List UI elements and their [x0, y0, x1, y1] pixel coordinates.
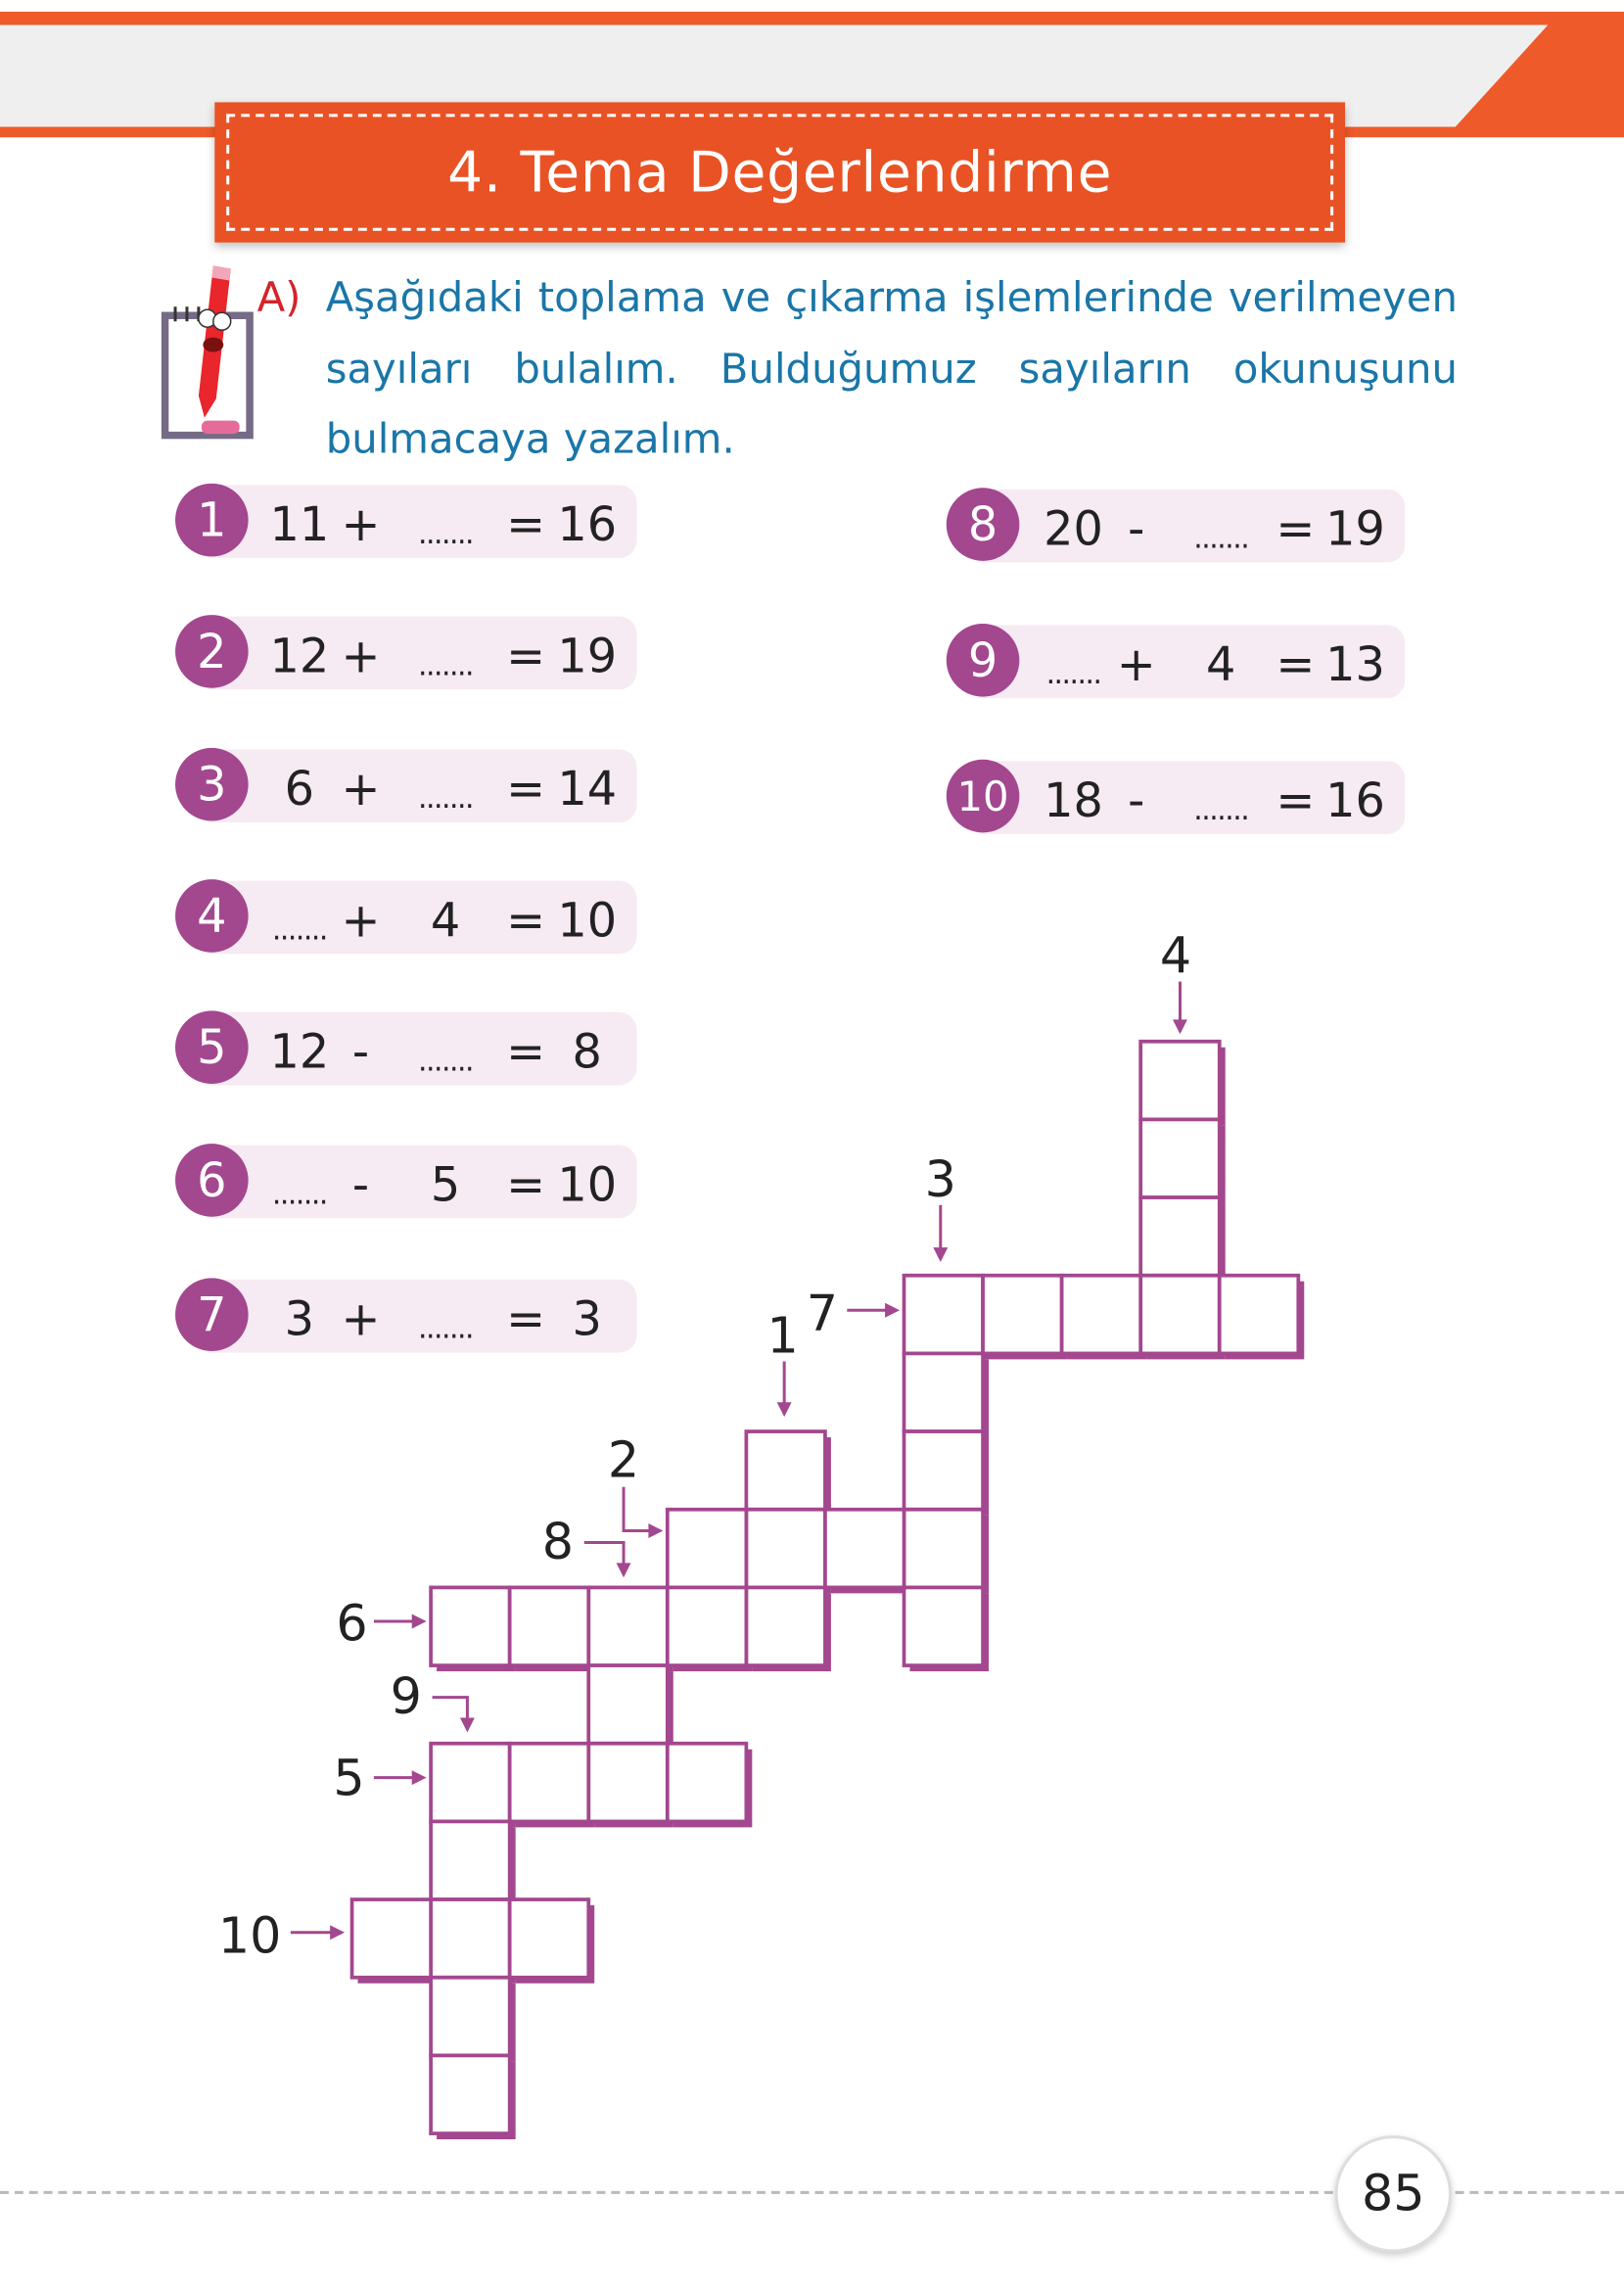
- equation-term: 4: [430, 892, 461, 949]
- equation-number-badge: 6: [175, 1144, 249, 1217]
- crossword-cell[interactable]: [1140, 1197, 1220, 1276]
- crossword-cell[interactable]: [904, 1587, 983, 1665]
- crossword-cell[interactable]: [1220, 1276, 1299, 1354]
- arrowhead-icon: [885, 1303, 900, 1318]
- crossword-cell[interactable]: [510, 1587, 589, 1665]
- crossword-cell[interactable]: [431, 1587, 510, 1665]
- clue-number-label: 3: [924, 1150, 956, 1210]
- crossword-cell[interactable]: [825, 1510, 905, 1588]
- equation-term: +: [341, 761, 381, 817]
- crossword-cell[interactable]: [668, 1510, 747, 1588]
- equation-term: +: [341, 892, 381, 949]
- crossword-cell[interactable]: [431, 1821, 510, 1899]
- equation-term: =: [506, 1156, 546, 1213]
- equation-term: 16: [557, 496, 618, 552]
- equation-term: =: [1276, 500, 1316, 557]
- equation-term: =: [506, 496, 546, 552]
- clue-number-label: 10: [217, 1907, 282, 1967]
- equation-term: 8: [572, 1023, 602, 1080]
- arrowhead-icon: [617, 1563, 631, 1577]
- arrowhead-icon: [933, 1247, 948, 1262]
- crossword-cell[interactable]: [588, 1587, 668, 1665]
- clue-number-label: 1: [766, 1307, 799, 1366]
- answer-blank[interactable]: .......: [418, 779, 474, 816]
- arrowhead-icon: [777, 1402, 792, 1417]
- crossword-cell[interactable]: [1140, 1119, 1220, 1197]
- equation-number-badge: 2: [175, 615, 249, 688]
- equation-term: =: [506, 1023, 546, 1080]
- clue-arrow-icon: [624, 1487, 660, 1531]
- equation-number-badge: 1: [175, 484, 249, 557]
- clue-number-label: 2: [607, 1431, 640, 1490]
- equation-term: =: [506, 761, 546, 817]
- equation-term: 10: [557, 1156, 618, 1213]
- equation-term: 16: [1325, 772, 1385, 828]
- crossword-cell[interactable]: [431, 1899, 510, 1978]
- equation-term: -: [1128, 772, 1145, 828]
- crossword-cell[interactable]: [510, 1744, 589, 1822]
- page-title: 4. Tema Değerlendirme: [447, 140, 1113, 205]
- equation-term: 19: [557, 628, 618, 684]
- crossword-cell[interactable]: [431, 1744, 510, 1822]
- clue-number-label: 7: [806, 1285, 839, 1344]
- crossword-cell[interactable]: [1140, 1042, 1220, 1120]
- equation-term: 13: [1325, 636, 1385, 693]
- equation-term: +: [341, 1290, 381, 1347]
- equation-term: 11: [269, 496, 330, 552]
- equation-number-badge: 8: [947, 488, 1020, 561]
- clue-arrow-icon: [584, 1542, 624, 1574]
- equation-term: 10: [557, 892, 618, 949]
- answer-blank[interactable]: .......: [1193, 791, 1249, 827]
- equation-term: 3: [284, 1290, 315, 1347]
- clue-arrow-icon: [433, 1698, 468, 1730]
- arrowhead-icon: [412, 1614, 427, 1629]
- equation-term: 5: [430, 1156, 461, 1213]
- instruction-label: A): [256, 272, 302, 322]
- equation-term: -: [351, 1156, 370, 1213]
- crossword-cell[interactable]: [746, 1587, 825, 1665]
- equation-term: 18: [1044, 772, 1103, 828]
- equation-term: 19: [1325, 500, 1385, 557]
- answer-blank[interactable]: .......: [1193, 520, 1249, 555]
- answer-blank[interactable]: .......: [1045, 655, 1101, 691]
- equation-term: =: [506, 892, 546, 949]
- equation-term: 12: [269, 628, 330, 684]
- crossword-cell[interactable]: [746, 1431, 825, 1510]
- clue-number-label: 9: [390, 1667, 422, 1727]
- equation-term: 4: [1206, 636, 1236, 693]
- equation-term: 6: [284, 761, 315, 817]
- answer-blank[interactable]: .......: [418, 646, 474, 682]
- equation-term: 20: [1044, 500, 1103, 557]
- equation-number-badge: 10: [947, 760, 1020, 833]
- crossword-cell[interactable]: [904, 1431, 983, 1510]
- equation-term: -: [1128, 500, 1145, 557]
- arrowhead-icon: [648, 1523, 663, 1538]
- clue-number-label: 8: [541, 1513, 575, 1572]
- answer-blank[interactable]: .......: [418, 515, 474, 551]
- crossword-cell[interactable]: [668, 1744, 747, 1822]
- equation-term: +: [1116, 636, 1156, 693]
- crossword-cell[interactable]: [668, 1587, 747, 1665]
- equation-number-badge: 4: [175, 879, 249, 953]
- crossword-cell[interactable]: [904, 1353, 983, 1431]
- equation-term: 3: [572, 1290, 602, 1347]
- arrowhead-icon: [412, 1770, 427, 1785]
- equation-term: +: [341, 628, 381, 684]
- equation-term: -: [351, 1023, 370, 1080]
- arrowhead-icon: [1173, 1019, 1187, 1034]
- crossword-cell[interactable]: [588, 1744, 668, 1822]
- equation-term: +: [341, 496, 381, 552]
- page-number: 85: [1335, 2135, 1452, 2252]
- equation-term: =: [506, 628, 546, 684]
- equation-term: 14: [557, 761, 618, 817]
- crossword-cell[interactable]: [983, 1276, 1062, 1354]
- answer-blank[interactable]: .......: [271, 1175, 327, 1211]
- crossword-cell[interactable]: [904, 1510, 983, 1588]
- equation-number-badge: 3: [175, 748, 249, 821]
- arrowhead-icon: [330, 1925, 345, 1940]
- equation-term: =: [1276, 772, 1316, 828]
- crossword-cell[interactable]: [431, 1978, 510, 2056]
- answer-blank[interactable]: .......: [271, 911, 327, 947]
- equation-term: 12: [269, 1023, 330, 1080]
- crossword-cell[interactable]: [431, 2055, 510, 2133]
- clue-number-label: 6: [336, 1595, 368, 1654]
- answer-blank[interactable]: .......: [418, 1310, 474, 1346]
- crossword-cell[interactable]: [746, 1510, 825, 1588]
- equation-number-badge: 7: [175, 1278, 249, 1351]
- crossword-cell[interactable]: [352, 1899, 432, 1978]
- answer-blank[interactable]: .......: [418, 1043, 474, 1079]
- instruction-text: Aşağıdaki toplama ve çıkarma işlemlerinde verilmeyen sayıları bulalım. Bulduğumuz sayıların okunuşunu bulmacaya yazalım.: [325, 272, 1458, 463]
- equation-number-badge: 5: [175, 1010, 249, 1084]
- equation-number-badge: 9: [947, 624, 1020, 697]
- crossword-cell[interactable]: [904, 1276, 983, 1354]
- crossword-cell[interactable]: [1140, 1276, 1220, 1354]
- equation-term: =: [1276, 636, 1316, 693]
- crossword-cell[interactable]: [510, 1899, 589, 1978]
- clue-number-label: 5: [333, 1750, 365, 1808]
- crossword-cell[interactable]: [588, 1665, 668, 1744]
- crossword-cell[interactable]: [1062, 1276, 1141, 1354]
- clue-number-label: 4: [1159, 927, 1192, 987]
- arrowhead-icon: [460, 1717, 475, 1732]
- equation-term: =: [506, 1290, 546, 1347]
